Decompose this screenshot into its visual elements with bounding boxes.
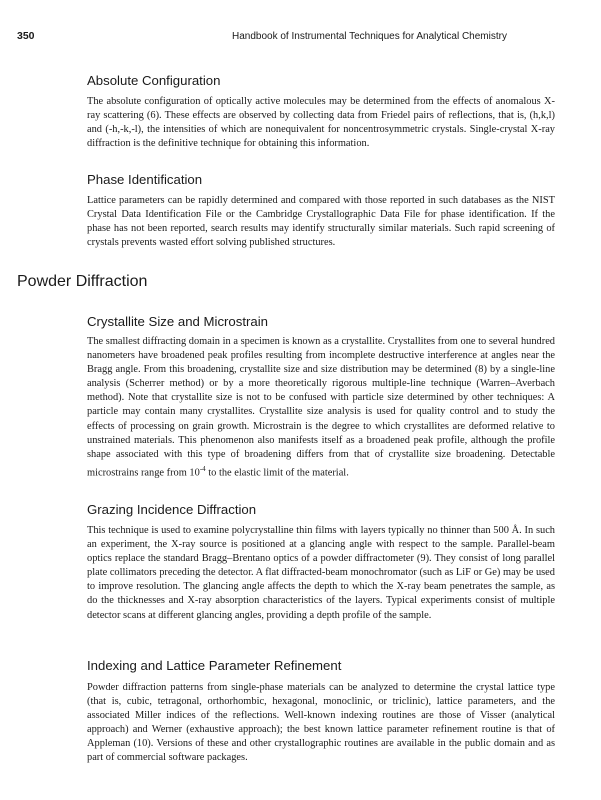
paragraph-phase-identification: Lattice parameters can be rapidly determined and compared with those reported in such databases as the NIST Crystal Data Identification File or the Cambridge Crystallographic Data File for phase identification. If the phase has not been reported, search results may identify structurally similar materials. Such rapid screening of crystals prevents wasted effort solving published structures.	[87, 195, 555, 249]
heading-indexing: Indexing and Lattice Parameter Refinement	[87, 658, 342, 673]
running-head: Handbook of Instrumental Techniques for Analytical Chemistry	[232, 31, 507, 42]
heading-phase-identification: Phase Identification	[87, 172, 203, 187]
paragraph-indexing: Powder diffraction patterns from single-phase materials can be analyzed to determine the crystal lattice type (that is, cubic, tetragonal, orthorhombic, hexagonal, monoclinic, or triclinic), lattice parameters, and the associated Miller indices of the reflections. Well-known indexing routines are those of Visser (analytical approach) and Werner (exhaustive approach); the best known lattice parameter refinement routine is that of Appleman (10). Versions of these and other crystallographic routines are available in the public domain and as part of commercial software packages.	[87, 682, 555, 764]
paragraph-crystallite-size	[87, 335, 555, 480]
crystallite-text-main: The smallest diffracting domain in a specimen is known as a crystallite. Crystallites from one to several hundred nanometers have broadened peak profiles resulting from incomplete destructive interference at angles near the Bragg angle. From this broadening, crystallite size and size distribution may be determined (8) by a single-line analysis (Scherrer method) or by a more theoretically rigorous multiple-line technique (Warren–Averbach method). Note that crystallite size is not to be confused with particle size determined by other techniques: A particle may contain many crystallites. Crystallite size analysis is used for quality control and to study the effects of processing on grain growth. Microstrain is the degree to which crystallites are deformed relative to unstrained materials. This phenomenon also manifests itself as a broadened peak profile, although the profile shape associated with this type of broadening differs from that of crystallite size broadening. Detectable microstrains range from 10	[87, 336, 555, 479]
page-bottom-margin	[0, 775, 601, 800]
microstrain-exponent: -4	[199, 464, 206, 473]
page-number: 350	[17, 30, 35, 42]
heading-crystallite-size: Crystallite Size and Microstrain	[87, 314, 269, 329]
crystallite-text-end: to the elastic limit of the material.	[205, 467, 349, 479]
heading-powder-diffraction: Powder Diffraction	[17, 273, 148, 290]
paragraph-grazing-incidence: This technique is used to examine polycrystalline thin films with layers typically no thinner than 500 Å. In such an experiment, the X-ray source is positioned at a glancing angle with respect to the sample. Parallel-beam optics replace the standard Bragg–Brentano optics of a powder diffractometer (9). They consist of long parallel plate collimators preceding the detector. A flat diffracted-beam monochromator (such as LiF or Ge) may be used to improve resolution. The glancing angle affects the depth to which the X-ray beam penetrates the sample, as do the thicknesses and X-ray absorption characteristics of the layers. Typical experiments consist of multiple detector scans at different glancing angles, providing a depth profile of the sample.	[87, 525, 555, 621]
heading-grazing-incidence: Grazing Incidence Diffraction	[87, 502, 257, 517]
heading-absolute-configuration: Absolute Configuration	[87, 73, 221, 88]
paragraph-absolute-configuration: The absolute configuration of optically active molecules may be determined from the effects of anomalous X-ray scattering (6). These effects are observed by collecting data from Friedel pairs of reflections, that is, (h,k,l) and (-h,-k,-l), the intensities of which are nonequivalent for noncentrosymmetric crystals. Single-crystal X-ray diffraction is the definitive technique for obtaining this information.	[87, 96, 555, 150]
